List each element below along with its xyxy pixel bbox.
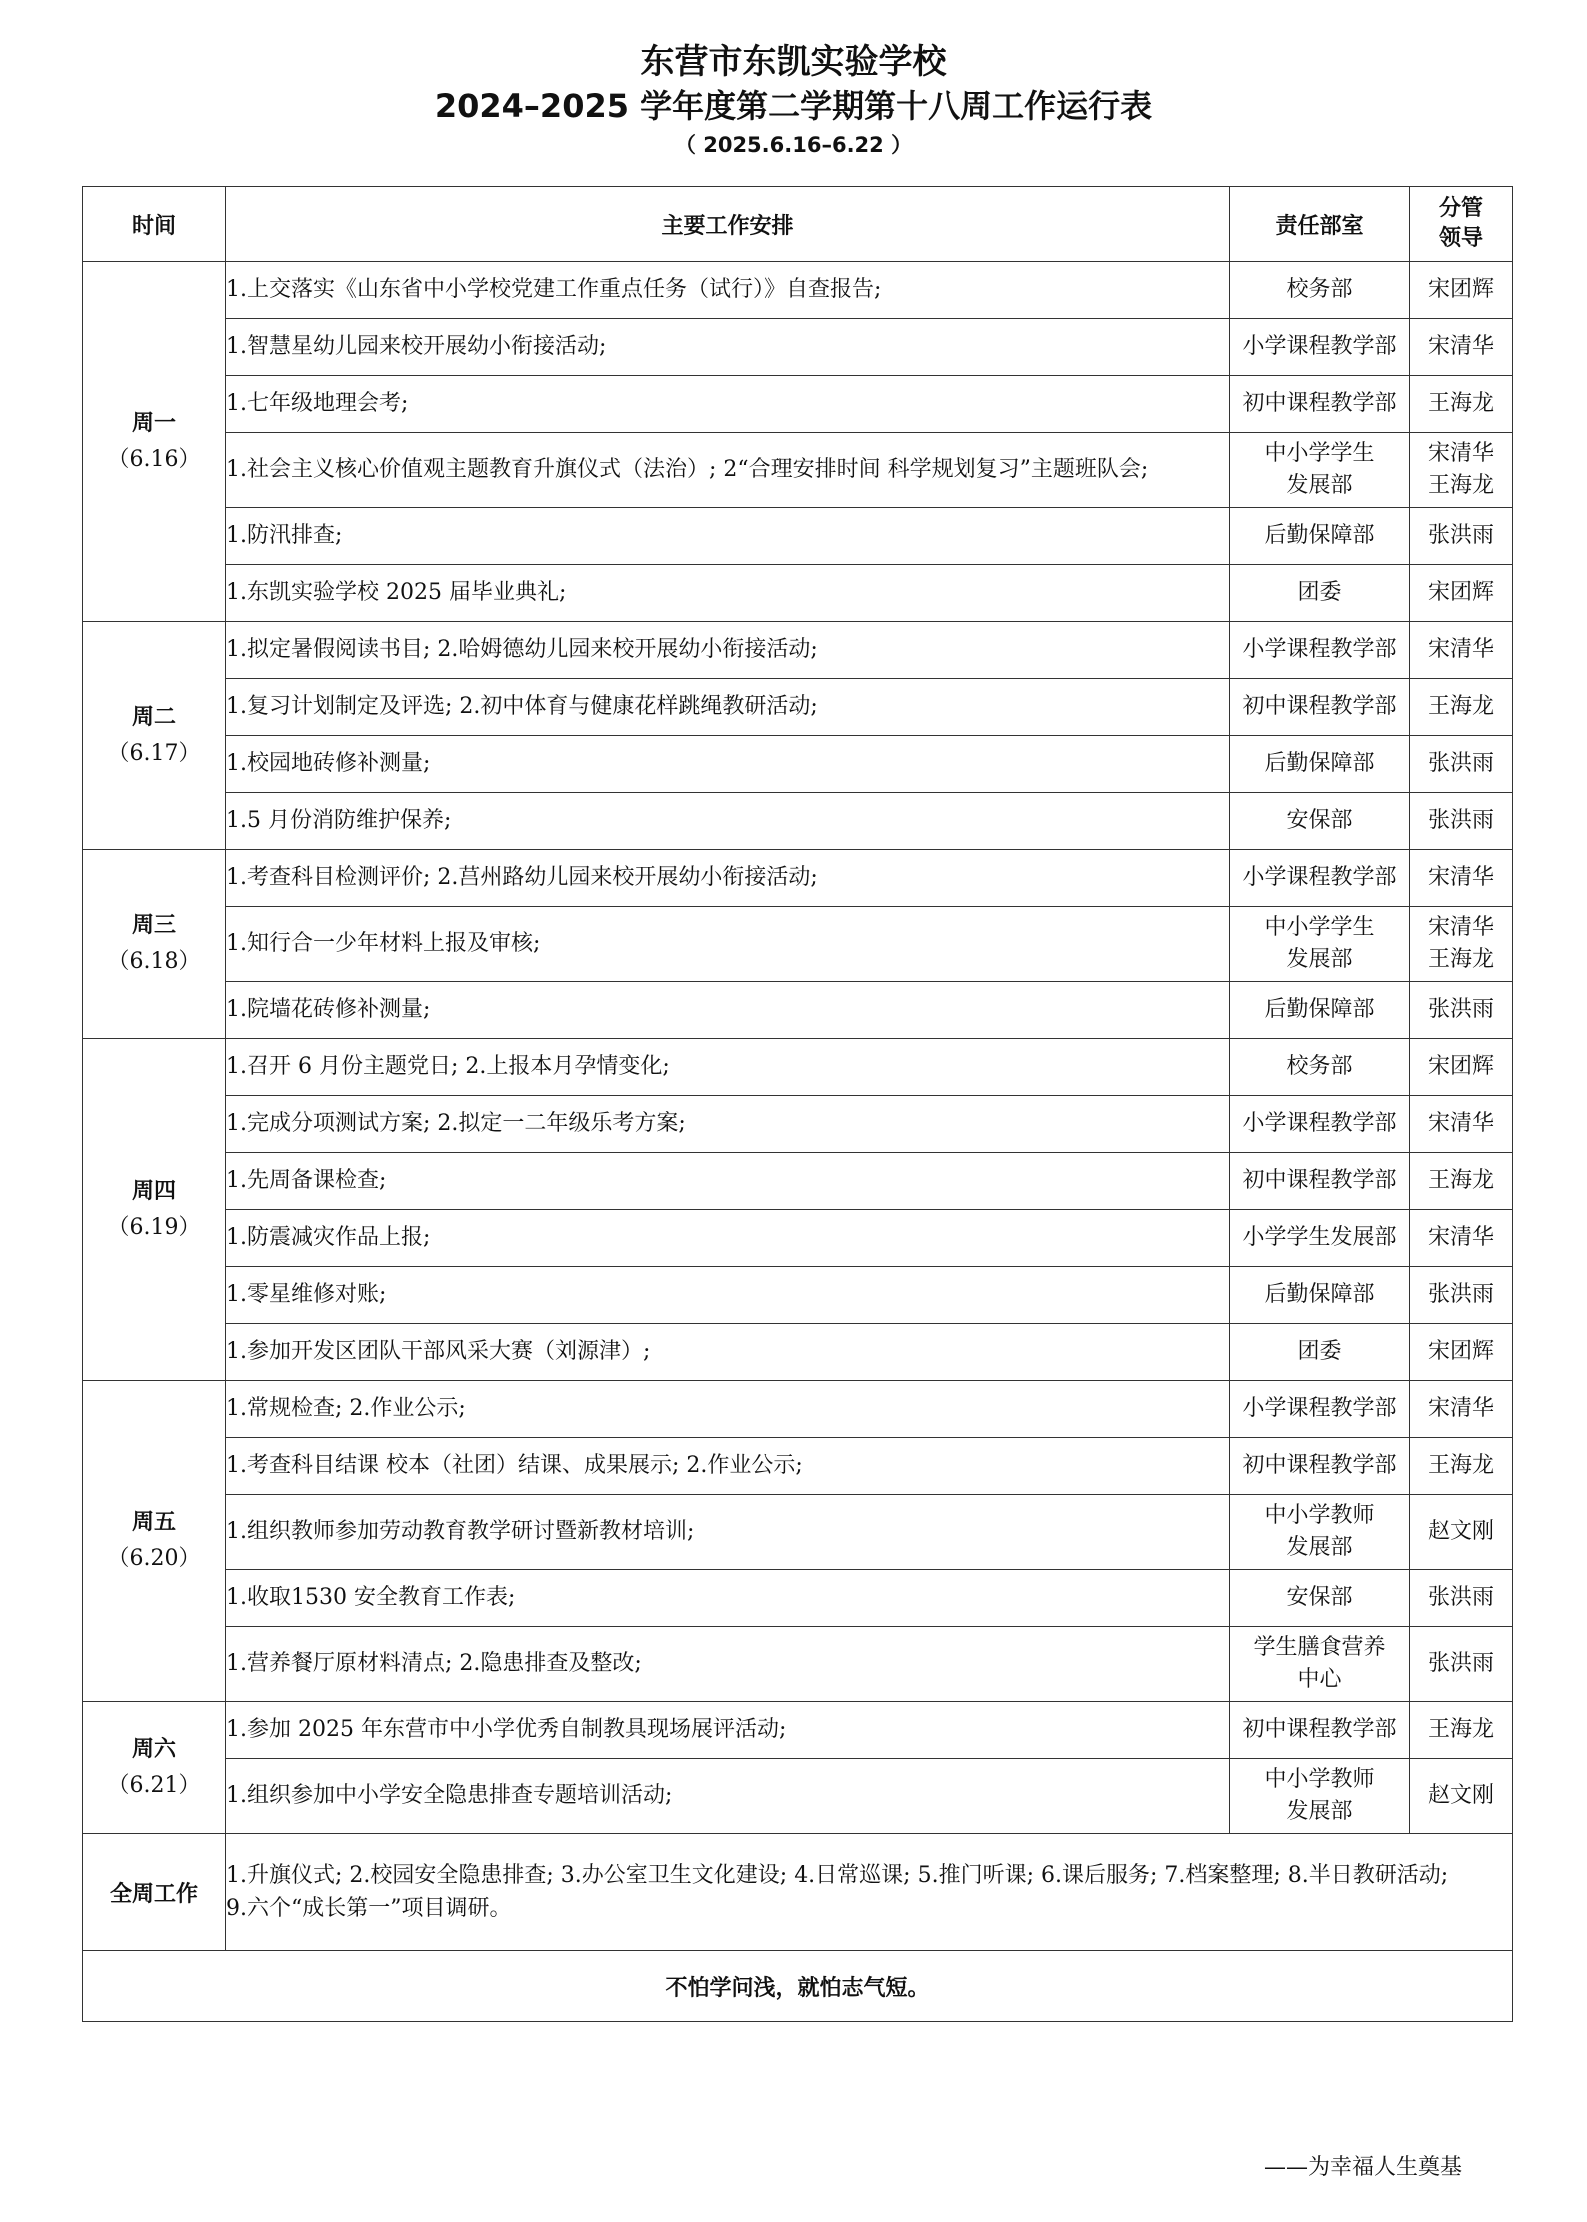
dept-cell: 中小学学生 发展部 xyxy=(1230,433,1410,508)
leader-cell: 宋清华 xyxy=(1410,1096,1513,1153)
task-cell: 1.智慧星幼儿园来校开展幼小衔接活动; xyxy=(226,319,1230,376)
dept-cell: 小学课程教学部 xyxy=(1230,319,1410,376)
task-cell: 1.院墙花砖修补测量; xyxy=(226,982,1230,1039)
table-row xyxy=(83,982,1513,1039)
schedule-table xyxy=(82,186,1513,2022)
col-header-tasks: 主要工作安排 xyxy=(226,187,1230,262)
table-row xyxy=(83,508,1513,565)
task-cell: 1.校园地砖修补测量; xyxy=(226,736,1230,793)
leader-cell: 宋团辉 xyxy=(1410,1324,1513,1381)
day-cell xyxy=(83,850,226,1039)
leader-cell: 张洪雨 xyxy=(1410,982,1513,1039)
dept-cell: 校务部 xyxy=(1230,262,1410,319)
col-header-leader xyxy=(1410,187,1513,262)
table-row xyxy=(83,1438,1513,1495)
dept-cell: 初中课程教学部 xyxy=(1230,1153,1410,1210)
dept-cell: 初中课程教学部 xyxy=(1230,1438,1410,1495)
task-cell: 1.东凯实验学校 2025 届毕业典礼; xyxy=(226,565,1230,622)
table-row xyxy=(83,433,1513,508)
dept-cell: 初中课程教学部 xyxy=(1230,376,1410,433)
leader-cell: 张洪雨 xyxy=(1410,1570,1513,1627)
task-cell: 1.防震减灾作品上报; xyxy=(226,1210,1230,1267)
motto-row xyxy=(83,1951,1513,2022)
day-cell xyxy=(83,1702,226,1834)
dept-cell: 小学课程教学部 xyxy=(1230,622,1410,679)
dept-cell: 中小学教师 发展部 xyxy=(1230,1495,1410,1570)
task-cell: 1.七年级地理会考; xyxy=(226,376,1230,433)
table-row xyxy=(83,376,1513,433)
school-title: 东营市东凯实验学校 xyxy=(640,42,947,82)
dept-cell: 小学学生发展部 xyxy=(1230,1210,1410,1267)
leader-cell: 张洪雨 xyxy=(1410,508,1513,565)
footer-slogan: ——为幸福人生奠基 xyxy=(1263,2155,1462,2180)
task-cell: 1.拟定暑假阅读书目; 2.哈姆德幼儿园来校开展幼小衔接活动; xyxy=(226,622,1230,679)
dept-cell: 初中课程教学部 xyxy=(1230,1702,1410,1759)
table-row xyxy=(83,1381,1513,1438)
leader-cell: 宋团辉 xyxy=(1410,565,1513,622)
dept-cell: 安保部 xyxy=(1230,1570,1410,1627)
day-date: （6.16） xyxy=(107,446,201,472)
leader-cell: 张洪雨 xyxy=(1410,736,1513,793)
task-cell: 1.组织参加中小学安全隐患排查专题培训活动; xyxy=(226,1759,1230,1834)
dept-cell: 中小学教师 发展部 xyxy=(1230,1759,1410,1834)
dept-cell: 小学课程教学部 xyxy=(1230,850,1410,907)
day-name: 周一 xyxy=(131,410,176,436)
leader-cell: 张洪雨 xyxy=(1410,1267,1513,1324)
weekly-label: 全周工作 xyxy=(83,1834,226,1951)
day-name: 周六 xyxy=(131,1736,176,1762)
table-row xyxy=(83,319,1513,376)
table-row xyxy=(83,1267,1513,1324)
table-row xyxy=(83,1759,1513,1834)
task-cell: 1.完成分项测试方案; 2.拟定一二年级乐考方案; xyxy=(226,1096,1230,1153)
leader-cell: 王海龙 xyxy=(1410,679,1513,736)
table-row xyxy=(83,1324,1513,1381)
task-cell: 1.上交落实《山东省中小学校党建工作重点任务（试行）》自查报告; xyxy=(226,262,1230,319)
table-row xyxy=(83,907,1513,982)
header-row xyxy=(83,187,1513,262)
day-name: 周三 xyxy=(131,913,176,938)
day-date: （6.17） xyxy=(107,740,201,766)
dept-cell: 学生膳食营养 中心 xyxy=(1230,1627,1410,1702)
day-date: （6.20） xyxy=(107,1546,201,1571)
leader-cell: 宋团辉 xyxy=(1410,1039,1513,1096)
dept-cell: 安保部 xyxy=(1230,793,1410,850)
schedule-body xyxy=(83,262,1513,1834)
leader-cell: 赵文刚 xyxy=(1410,1759,1513,1834)
dept-cell: 小学课程教学部 xyxy=(1230,1096,1410,1153)
table-row xyxy=(83,1570,1513,1627)
leader-cell: 王海龙 xyxy=(1410,1438,1513,1495)
leader-cell: 宋清华 xyxy=(1410,622,1513,679)
col-header-dept: 责任部室 xyxy=(1230,187,1410,262)
table-row xyxy=(83,850,1513,907)
dept-cell: 小学课程教学部 xyxy=(1230,1381,1410,1438)
day-cell xyxy=(83,622,226,850)
table-row xyxy=(83,679,1513,736)
table-row xyxy=(83,1702,1513,1759)
task-cell: 1.营养餐厅原材料清点; 2.隐患排查及整改; xyxy=(226,1627,1230,1702)
motto: 不怕学问浅，就怕志气短。 xyxy=(83,1951,1513,2022)
task-cell: 1.复习计划制定及评选; 2.初中体育与健康花样跳绳教研活动; xyxy=(226,679,1230,736)
task-cell: 1.防汛排查; xyxy=(226,508,1230,565)
table-row xyxy=(83,1495,1513,1570)
table-row xyxy=(83,1153,1513,1210)
table-row xyxy=(83,1210,1513,1267)
day-cell xyxy=(83,262,226,622)
leader-cell: 宋清华 王海龙 xyxy=(1410,907,1513,982)
task-cell: 1.5 月份消防维护保养; xyxy=(226,793,1230,850)
task-cell: 1.考查科目结课 校本（社团）结课、成果展示; 2.作业公示; xyxy=(226,1438,1230,1495)
day-name: 周二 xyxy=(131,704,176,730)
col-header-time: 时间 xyxy=(83,187,226,262)
table-row xyxy=(83,1039,1513,1096)
leader-cell: 宋清华 王海龙 xyxy=(1410,433,1513,508)
task-cell: 1.常规检查; 2.作业公示; xyxy=(226,1381,1230,1438)
leader-cell: 赵文刚 xyxy=(1410,1495,1513,1570)
date-range: （ 2025.6.16–6.22 ） xyxy=(674,133,913,157)
table-row xyxy=(83,736,1513,793)
day-date: （6.21） xyxy=(107,1772,201,1798)
table-row xyxy=(83,1096,1513,1153)
leader-cell: 宋清华 xyxy=(1410,1210,1513,1267)
task-cell: 1.先周备课检查; xyxy=(226,1153,1230,1210)
dept-cell: 后勤保障部 xyxy=(1230,1267,1410,1324)
table-row xyxy=(83,622,1513,679)
task-cell: 1.参加 2025 年东营市中小学优秀自制教具现场展评活动; xyxy=(226,1702,1230,1759)
task-cell: 1.收取1530 安全教育工作表; xyxy=(226,1570,1230,1627)
day-name: 周四 xyxy=(131,1178,176,1204)
day-cell xyxy=(83,1381,226,1702)
leader-cell: 张洪雨 xyxy=(1410,1627,1513,1702)
leader-cell: 宋清华 xyxy=(1410,850,1513,907)
task-cell: 1.参加开发区团队干部风采大赛（刘源津）; xyxy=(226,1324,1230,1381)
col-header-leader-label: 分管领导 xyxy=(1438,196,1483,251)
task-cell: 1.召开 6 月份主题党日; 2.上报本月孕情变化; xyxy=(226,1039,1230,1096)
task-cell: 1.社会主义核心价值观主题教育升旗仪式（法治）; 2“合理安排时间 科学规划复习”主题班队会; xyxy=(226,433,1230,508)
day-cell xyxy=(83,1039,226,1381)
schedule-title: 2024–2025 学年度第二学期第十八周工作运行表 xyxy=(434,87,1153,125)
task-cell: 1.知行合一少年材料上报及审核; xyxy=(226,907,1230,982)
title-block xyxy=(0,40,1587,162)
leader-cell: 王海龙 xyxy=(1410,376,1513,433)
weekly-text: 1.升旗仪式; 2.校园安全隐患排查; 3.办公室卫生文化建设; 4.日常巡课; 5.推门听课; 6.课后服务; 7.档案整理; 8.半日教研活动; 9.六个“成长第一”项目调研。 xyxy=(226,1834,1513,1951)
dept-cell: 后勤保障部 xyxy=(1230,982,1410,1039)
day-date: （6.19） xyxy=(107,1214,201,1240)
dept-cell: 初中课程教学部 xyxy=(1230,679,1410,736)
task-cell: 1.考查科目检测评价; 2.莒州路幼儿园来校开展幼小衔接活动; xyxy=(226,850,1230,907)
table-row xyxy=(83,262,1513,319)
leader-cell: 宋清华 xyxy=(1410,319,1513,376)
dept-cell: 团委 xyxy=(1230,1324,1410,1381)
table-row xyxy=(83,793,1513,850)
leader-cell: 王海龙 xyxy=(1410,1702,1513,1759)
dept-cell: 校务部 xyxy=(1230,1039,1410,1096)
leader-cell: 宋团辉 xyxy=(1410,262,1513,319)
leader-cell: 张洪雨 xyxy=(1410,793,1513,850)
dept-cell: 后勤保障部 xyxy=(1230,736,1410,793)
dept-cell: 团委 xyxy=(1230,565,1410,622)
weekly-row xyxy=(83,1834,1513,1951)
table-row xyxy=(83,1627,1513,1702)
leader-cell: 宋清华 xyxy=(1410,1381,1513,1438)
day-date: （6.18） xyxy=(107,949,201,974)
dept-cell: 中小学学生 发展部 xyxy=(1230,907,1410,982)
task-cell: 1.组织教师参加劳动教育教学研讨暨新教材培训; xyxy=(226,1495,1230,1570)
task-cell: 1.零星维修对账; xyxy=(226,1267,1230,1324)
dept-cell: 后勤保障部 xyxy=(1230,508,1410,565)
leader-cell: 王海龙 xyxy=(1410,1153,1513,1210)
day-name: 周五 xyxy=(131,1510,176,1535)
table-row xyxy=(83,565,1513,622)
